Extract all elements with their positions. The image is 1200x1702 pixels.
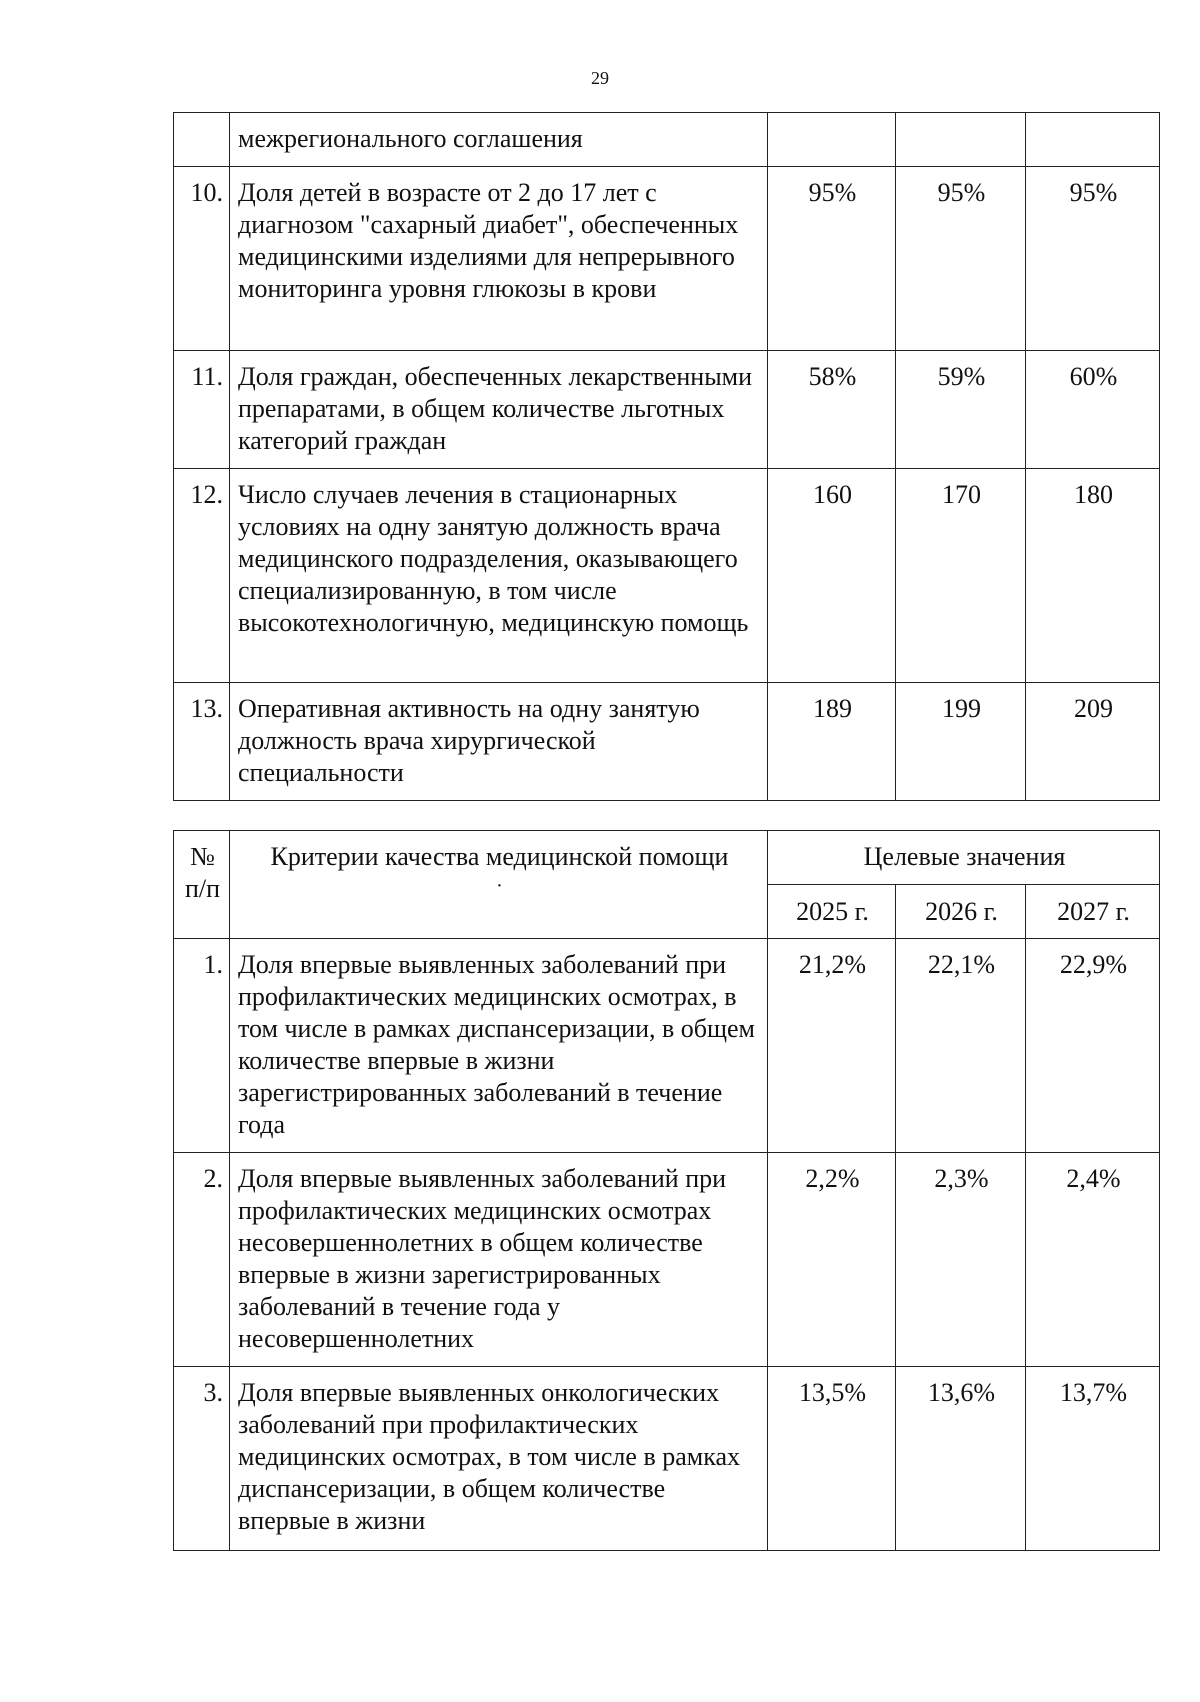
row-number: 12. (174, 469, 230, 683)
row-number: 1. (174, 939, 230, 1153)
value-2026: 199 (896, 683, 1026, 801)
table-row (174, 683, 1160, 801)
row-number: 2. (174, 1153, 230, 1367)
header-year-2027: 2027 г. (1026, 885, 1160, 939)
value-2025: 21,2% (768, 939, 896, 1153)
value-2027: 209 (1026, 683, 1160, 801)
value-2025: 58% (768, 351, 896, 469)
header-criteria-mark: · (496, 875, 503, 897)
header-criteria-label: Критерии качества медицинской помощи (270, 842, 729, 871)
table-row (174, 939, 1160, 1153)
header-year-2025: 2025 г. (768, 885, 896, 939)
criterion-text: Доля детей в возрасте от 2 до 17 лет с диагнозом "сахарный диабет", обеспеченных медицинскими изделиями для непрерывного мониторинга уровня глюкозы в крови (230, 167, 768, 351)
criterion-text: Число случаев лечения в стационарных условиях на одну занятую должность врача медицинского подразделения, оказывающего специализированную, в том числе высокотехнологичную, медицинскую помощь (230, 469, 768, 683)
criterion-text: межрегионального соглашения (230, 113, 768, 167)
table-row (174, 113, 1160, 167)
value-2026: 170 (896, 469, 1026, 683)
value-2027: 2,4% (1026, 1153, 1160, 1367)
criterion-text: Доля впервые выявленных онкологических заболеваний при профилактических медицинских осмотрах, в том числе в рамках диспансеризации, в общем количестве впервые в жизни (230, 1367, 768, 1551)
value-2027: 95% (1026, 167, 1160, 351)
value-2027: 13,7% (1026, 1367, 1160, 1551)
criterion-text: Оперативная активность на одну занятую должность врача хирургической специальности (230, 683, 768, 801)
header-criteria-cell (230, 831, 768, 939)
value-2026: 13,6% (896, 1367, 1026, 1551)
criteria-table-continued (173, 112, 1160, 801)
row-number: 11. (174, 351, 230, 469)
value-2027: 60% (1026, 351, 1160, 469)
row-number: 10. (174, 167, 230, 351)
row-number: 3. (174, 1367, 230, 1551)
value-2026: 59% (896, 351, 1026, 469)
value-2026: 95% (896, 167, 1026, 351)
table-row (174, 1153, 1160, 1367)
header-number-label: № п/п (174, 831, 230, 939)
value-2027: 22,9% (1026, 939, 1160, 1153)
quality-criteria-table (173, 830, 1160, 1551)
table-row (174, 351, 1160, 469)
value-2027: 180 (1026, 469, 1160, 683)
value-2026 (896, 113, 1026, 167)
value-2025: 189 (768, 683, 896, 801)
row-number: 13. (174, 683, 230, 801)
value-2025: 95% (768, 167, 896, 351)
value-2025: 13,5% (768, 1367, 896, 1551)
value-2025: 2,2% (768, 1153, 896, 1367)
table-row (174, 1367, 1160, 1551)
row-number (174, 113, 230, 167)
header-year-2026: 2026 г. (896, 885, 1026, 939)
criterion-text: Доля граждан, обеспеченных лекарственными препаратами, в общем количестве льготных категорий граждан (230, 351, 768, 469)
criterion-text: Доля впервые выявленных заболеваний при профилактических медицинских осмотрах, в том числе в рамках диспансеризации, в общем количестве впервые в жизни зарегистрированных заболеваний в течение года (230, 939, 768, 1153)
criterion-text: Доля впервые выявленных заболеваний при профилактических медицинских осмотрах несовершеннолетних в общем количестве впервые в жизни зарегистрированных заболеваний в течение года у несовершеннолетних (230, 1153, 768, 1367)
table-row (174, 469, 1160, 683)
value-2025: 160 (768, 469, 896, 683)
page-number: 29 (591, 68, 609, 88)
value-2026: 22,1% (896, 939, 1026, 1153)
header-targets-label: Целевые значения (768, 831, 1160, 885)
table-header-row (174, 831, 1160, 885)
value-2025 (768, 113, 896, 167)
table-row (174, 167, 1160, 351)
value-2026: 2,3% (896, 1153, 1026, 1367)
value-2027 (1026, 113, 1160, 167)
